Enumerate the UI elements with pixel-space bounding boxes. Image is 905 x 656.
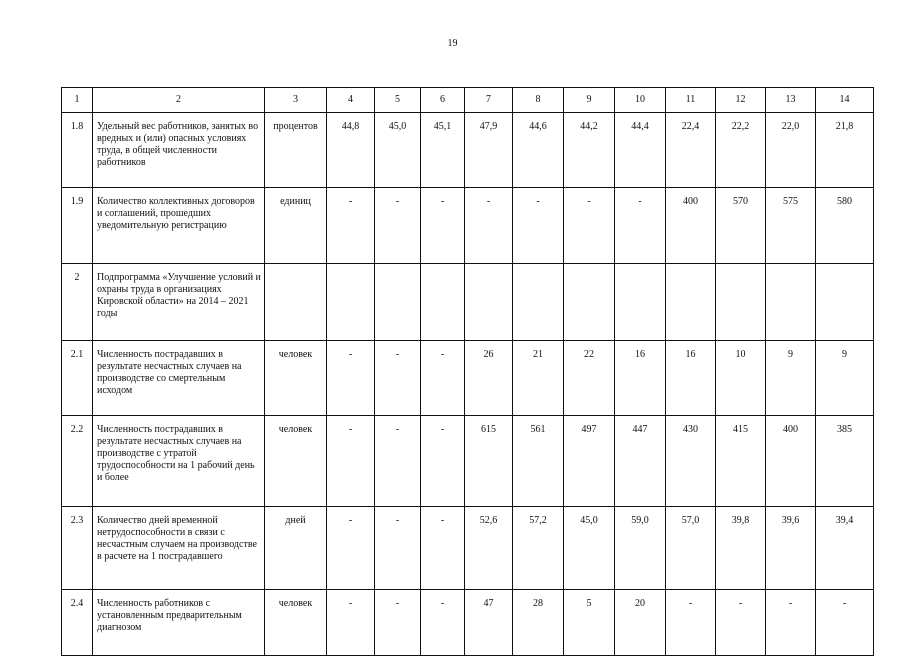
row-number: 2.2 [62, 416, 93, 507]
value-cell [766, 264, 816, 341]
value-cell: - [421, 507, 465, 590]
column-header: 11 [666, 88, 716, 113]
value-cell [375, 264, 421, 341]
value-cell: - [375, 590, 421, 656]
value-cell: 575 [766, 188, 816, 264]
value-cell [327, 264, 375, 341]
value-cell: 561 [513, 416, 564, 507]
value-cell: - [513, 188, 564, 264]
value-cell: 47 [465, 590, 513, 656]
row-number: 1.9 [62, 188, 93, 264]
value-cell: 400 [766, 416, 816, 507]
column-header: 5 [375, 88, 421, 113]
value-cell: - [421, 416, 465, 507]
value-cell: 21,8 [816, 113, 874, 188]
value-cell: 430 [666, 416, 716, 507]
unit-cell: человек [265, 416, 327, 507]
value-cell: 57,2 [513, 507, 564, 590]
value-cell: 5 [564, 590, 615, 656]
value-cell: 10 [716, 341, 766, 416]
value-cell: 26 [465, 341, 513, 416]
value-cell: - [375, 416, 421, 507]
table-row [62, 264, 874, 341]
row-number: 1.8 [62, 113, 93, 188]
column-header: 14 [816, 88, 874, 113]
column-header: 13 [766, 88, 816, 113]
column-header: 10 [615, 88, 666, 113]
column-header: 12 [716, 88, 766, 113]
unit-cell: единиц [265, 188, 327, 264]
value-cell [513, 264, 564, 341]
value-cell: 570 [716, 188, 766, 264]
value-cell [465, 264, 513, 341]
table-row [62, 416, 874, 507]
value-cell: - [666, 590, 716, 656]
value-cell: - [375, 188, 421, 264]
value-cell: 39,4 [816, 507, 874, 590]
value-cell: 16 [666, 341, 716, 416]
value-cell: - [327, 590, 375, 656]
value-cell: - [615, 188, 666, 264]
value-cell: 385 [816, 416, 874, 507]
value-cell: - [716, 590, 766, 656]
value-cell: 45,0 [564, 507, 615, 590]
indicator-name: Количество дней временной нетрудоспособности в связи с несчастным случаем на производстве в расчете на 1 пострадавшего [93, 507, 265, 590]
value-cell: 497 [564, 416, 615, 507]
value-cell: 447 [615, 416, 666, 507]
column-header: 2 [93, 88, 265, 113]
value-cell: 415 [716, 416, 766, 507]
value-cell: - [421, 188, 465, 264]
unit-cell: человек [265, 341, 327, 416]
table-row [62, 113, 874, 188]
column-header: 3 [265, 88, 327, 113]
value-cell: - [564, 188, 615, 264]
value-cell [421, 264, 465, 341]
value-cell: 52,6 [465, 507, 513, 590]
value-cell: - [816, 590, 874, 656]
value-cell: 22,4 [666, 113, 716, 188]
table-row [62, 507, 874, 590]
value-cell: 45,1 [421, 113, 465, 188]
value-cell: 580 [816, 188, 874, 264]
unit-cell [265, 264, 327, 341]
unit-cell: дней [265, 507, 327, 590]
value-cell: 28 [513, 590, 564, 656]
column-header: 7 [465, 88, 513, 113]
table-row [62, 188, 874, 264]
unit-cell: процентов [265, 113, 327, 188]
value-cell: 57,0 [666, 507, 716, 590]
row-number: 2.4 [62, 590, 93, 656]
value-cell: - [375, 507, 421, 590]
value-cell: 615 [465, 416, 513, 507]
value-cell: 9 [766, 341, 816, 416]
value-cell [716, 264, 766, 341]
indicators-table [61, 87, 874, 656]
value-cell: - [327, 341, 375, 416]
value-cell: 9 [816, 341, 874, 416]
row-number: 2.1 [62, 341, 93, 416]
value-cell: - [375, 341, 421, 416]
column-header: 8 [513, 88, 564, 113]
value-cell: 400 [666, 188, 716, 264]
value-cell: 44,2 [564, 113, 615, 188]
value-cell [615, 264, 666, 341]
table-row [62, 341, 874, 416]
table-row [62, 590, 874, 656]
value-cell [666, 264, 716, 341]
table-header-row [62, 88, 874, 113]
indicator-name: Подпрограмма «Улучшение условий и охраны труда в организациях Кировской области» на 2014 – 2021 годы [93, 264, 265, 341]
value-cell: 16 [615, 341, 666, 416]
indicator-name: Численность пострадавших в результате несчастных случаев на производстве со смертельным исходом [93, 341, 265, 416]
value-cell: 44,4 [615, 113, 666, 188]
value-cell: - [465, 188, 513, 264]
row-number: 2.3 [62, 507, 93, 590]
value-cell: 45,0 [375, 113, 421, 188]
value-cell: 22,2 [716, 113, 766, 188]
value-cell: - [327, 416, 375, 507]
column-header: 4 [327, 88, 375, 113]
value-cell: 20 [615, 590, 666, 656]
value-cell: 44,6 [513, 113, 564, 188]
value-cell: - [421, 341, 465, 416]
value-cell: 22 [564, 341, 615, 416]
unit-cell: человек [265, 590, 327, 656]
value-cell: 44,8 [327, 113, 375, 188]
value-cell: 59,0 [615, 507, 666, 590]
value-cell: 47,9 [465, 113, 513, 188]
value-cell [564, 264, 615, 341]
page-number: 19 [447, 38, 458, 49]
row-number: 2 [62, 264, 93, 341]
column-header: 9 [564, 88, 615, 113]
value-cell: - [327, 188, 375, 264]
indicator-name: Численность работников с установленным предварительным диагнозом [93, 590, 265, 656]
value-cell: - [421, 590, 465, 656]
value-cell: - [766, 590, 816, 656]
value-cell: 21 [513, 341, 564, 416]
indicator-name: Количество коллективных договоров и соглашений, прошедших уведомительную регистрацию [93, 188, 265, 264]
value-cell: 39,6 [766, 507, 816, 590]
indicator-name: Численность пострадавших в результате несчастных случаев на производстве с утратой трудоспособности на 1 рабочий день и более [93, 416, 265, 507]
value-cell: 22,0 [766, 113, 816, 188]
column-header: 1 [62, 88, 93, 113]
value-cell: 39,8 [716, 507, 766, 590]
indicator-name: Удельный вес работников, занятых во вредных и (или) опасных условиях труда, в общей численности работников [93, 113, 265, 188]
value-cell [816, 264, 874, 341]
value-cell: - [327, 507, 375, 590]
column-header: 6 [421, 88, 465, 113]
